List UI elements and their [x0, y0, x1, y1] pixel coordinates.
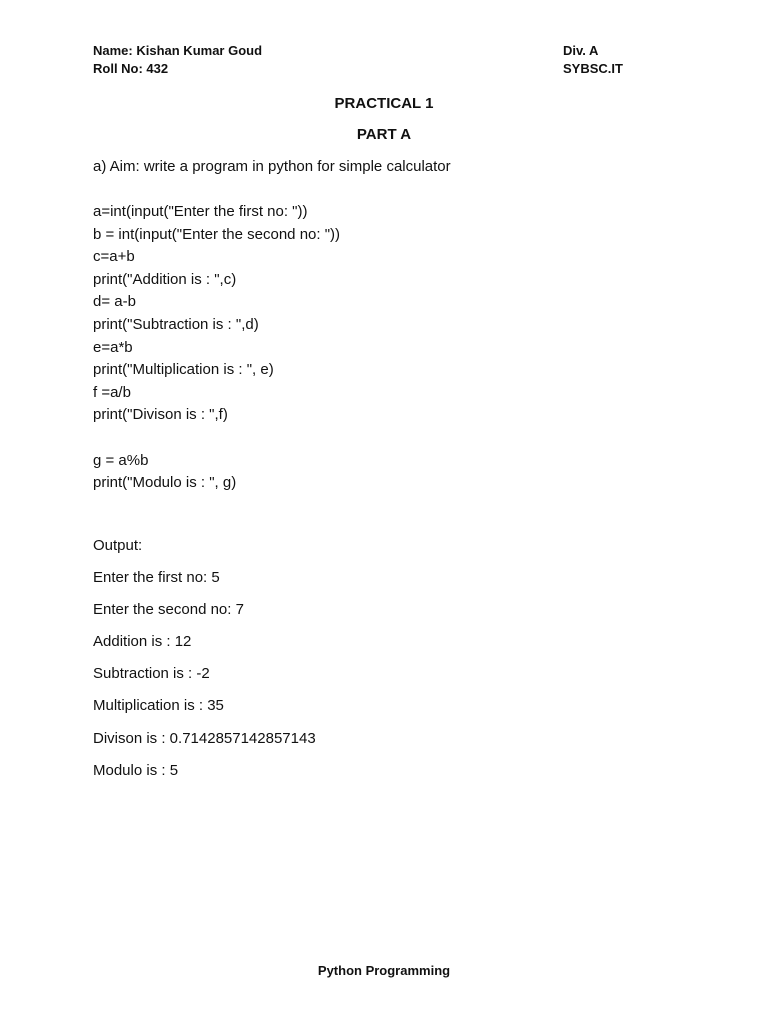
output-line: Divison is : 0.7142857142857143	[93, 730, 316, 747]
output-line: Multiplication is : 35	[93, 697, 224, 714]
class-name: SYBSC.IT	[563, 61, 623, 76]
code-line: print("Addition is : ",c)	[93, 270, 237, 288]
output-line: Enter the second no: 7	[93, 601, 244, 618]
code-line: d= a-b	[93, 293, 136, 311]
roll-number: Roll No: 432	[93, 61, 169, 76]
output-line: Modulo is : 5	[93, 762, 179, 779]
code-line: print("Divison is : ",f)	[93, 406, 228, 424]
code-line: print("Multiplication is : ", e)	[93, 361, 274, 379]
output-line: Enter the first no: 5	[93, 569, 220, 586]
output-label: Output:	[93, 537, 143, 554]
code-line: print("Modulo is : ", g)	[93, 474, 237, 492]
code-line: e=a*b	[93, 338, 133, 356]
output-line: Addition is : 12	[93, 633, 192, 650]
code-line: f =a/b	[93, 383, 131, 401]
practical-title: PRACTICAL 1	[334, 95, 434, 112]
code-line: c=a+b	[93, 248, 135, 266]
part-title: PART A	[356, 126, 412, 143]
code-block	[93, 201, 340, 495]
division: Div. A	[563, 43, 599, 58]
page-footer: Python Programming	[317, 963, 451, 978]
code-line: a=int(input("Enter the first no: "))	[93, 203, 308, 220]
code-line: print("Subtraction is : ",d)	[93, 315, 259, 333]
aim-text: a) Aim: write a program in python for simple calculator	[93, 158, 451, 175]
code-spacer	[93, 427, 340, 450]
output-line: Subtraction is : -2	[93, 665, 210, 682]
code-line: g = a%b	[93, 451, 149, 469]
student-name: Name: Kishan Kumar Goud	[93, 43, 263, 58]
code-line: b = int(input("Enter the second no: "))	[93, 225, 341, 243]
